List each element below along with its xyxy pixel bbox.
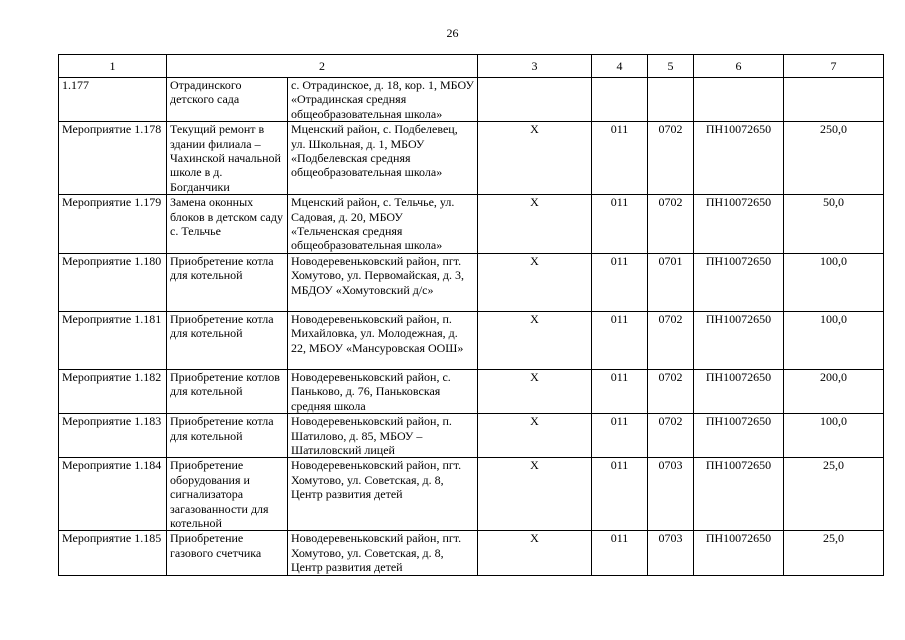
section-code-cell: 0702	[648, 369, 694, 413]
target-code-cell: ПН10072650	[694, 369, 784, 413]
measure-name-cell: Приобретение газового счетчика	[167, 531, 288, 575]
table-body	[59, 78, 884, 576]
measure-name-cell: Приобретение котла для котельной	[167, 253, 288, 311]
measure-id-cell: 1.177	[59, 78, 167, 122]
measure-name-cell: Замена оконных блоков в детском саду с. Тельчье	[167, 195, 288, 254]
address-cell: Новодеревеньковский район, с. Паньково, д. 76, Паньковская средняя школа	[288, 369, 478, 413]
page-number: 26	[446, 26, 459, 40]
amount-cell: 100,0	[784, 253, 884, 311]
measure-id-cell: Мероприятие 1.179	[59, 195, 167, 254]
section-code-cell: 0703	[648, 531, 694, 575]
measure-id-cell: Мероприятие 1.184	[59, 458, 167, 531]
code-011-cell: 011	[592, 253, 648, 311]
measure-name-cell: Приобретение оборудования и сигнализатора загазованности для котельной	[167, 458, 288, 531]
measures-table	[58, 54, 884, 576]
amount-cell	[784, 78, 884, 122]
code-x-cell: Х	[478, 458, 592, 531]
code-011-cell: 011	[592, 122, 648, 195]
measure-id-cell: Мероприятие 1.181	[59, 311, 167, 369]
address-cell: Мценский район, с. Тельчье, ул. Садовая, д. 20, МБОУ «Тельченская средняя общеобразовательная школа»	[288, 195, 478, 254]
table-row	[59, 369, 884, 413]
code-011-cell	[592, 78, 648, 122]
column-header: 1	[59, 55, 167, 78]
column-header: 5	[648, 55, 694, 78]
code-x-cell: Х	[478, 195, 592, 254]
amount-cell: 25,0	[784, 458, 884, 531]
section-code-cell	[648, 78, 694, 122]
code-011-cell: 011	[592, 195, 648, 254]
amount-cell: 100,0	[784, 414, 884, 458]
code-x-cell: Х	[478, 122, 592, 195]
address-cell: Новодеревеньковский район, пгт. Хомутово, ул. Советская, д. 8, Центр развития детей	[288, 458, 478, 531]
measure-id-cell: Мероприятие 1.185	[59, 531, 167, 575]
code-x-cell: Х	[478, 311, 592, 369]
address-cell: Мценский район, с. Подбелевец, ул. Школьная, д. 1, МБОУ «Подбелевская средняя общеобразовательная школа»	[288, 122, 478, 195]
target-code-cell: ПН10072650	[694, 531, 784, 575]
measure-id-cell: Мероприятие 1.183	[59, 414, 167, 458]
code-x-cell: Х	[478, 369, 592, 413]
address-cell: с. Отрадинское, д. 18, кор. 1, МБОУ «Отрадинская средняя общеобразовательная школа»	[288, 78, 478, 122]
column-header: 6	[694, 55, 784, 78]
table-row	[59, 311, 884, 369]
measure-id-cell: Мероприятие 1.182	[59, 369, 167, 413]
section-code-cell: 0702	[648, 195, 694, 254]
code-011-cell: 011	[592, 458, 648, 531]
amount-cell: 25,0	[784, 531, 884, 575]
section-code-cell: 0701	[648, 253, 694, 311]
amount-cell: 250,0	[784, 122, 884, 195]
table-row	[59, 122, 884, 195]
measure-id-cell: Мероприятие 1.180	[59, 253, 167, 311]
address-cell: Новодеревеньковский район, пгт. Хомутово, ул. Первомайская, д. 3, МБДОУ «Хомутовский д/с»	[288, 253, 478, 311]
target-code-cell: ПН10072650	[694, 122, 784, 195]
table-row	[59, 195, 884, 254]
table-row	[59, 253, 884, 311]
code-x-cell	[478, 78, 592, 122]
section-code-cell: 0703	[648, 458, 694, 531]
table-row	[59, 78, 884, 122]
section-code-cell: 0702	[648, 122, 694, 195]
column-header: 2	[167, 55, 478, 78]
target-code-cell: ПН10072650	[694, 195, 784, 254]
target-code-cell: ПН10072650	[694, 414, 784, 458]
measure-name-cell: Приобретение котла для котельной	[167, 414, 288, 458]
target-code-cell: ПН10072650	[694, 458, 784, 531]
table-row	[59, 458, 884, 531]
code-011-cell: 011	[592, 531, 648, 575]
address-cell: Новодеревеньковский район, п. Михайловка, ул. Молодежная, д. 22, МБОУ «Мансуровская ООШ»	[288, 311, 478, 369]
measure-name-cell: Текущий ремонт в здании филиала – Чахинской начальной школе в д. Богданчики	[167, 122, 288, 195]
table-row	[59, 414, 884, 458]
column-header: 7	[784, 55, 884, 78]
amount-cell: 100,0	[784, 311, 884, 369]
table-row	[59, 531, 884, 575]
amount-cell: 50,0	[784, 195, 884, 254]
header-row	[59, 55, 884, 78]
section-code-cell: 0702	[648, 414, 694, 458]
target-code-cell: ПН10072650	[694, 311, 784, 369]
code-x-cell: Х	[478, 414, 592, 458]
code-011-cell: 011	[592, 369, 648, 413]
target-code-cell	[694, 78, 784, 122]
column-header: 3	[478, 55, 592, 78]
address-cell: Новодеревеньковский район, п. Шатилово, д. 85, МБОУ – Шатиловский лицей	[288, 414, 478, 458]
measure-name-cell: Приобретение котлов для котельной	[167, 369, 288, 413]
address-cell: Новодеревеньковский район, пгт. Хомутово, ул. Советская, д. 8, Центр развития детей	[288, 531, 478, 575]
section-code-cell: 0702	[648, 311, 694, 369]
measure-name-cell: Приобретение котла для котельной	[167, 311, 288, 369]
code-011-cell: 011	[592, 414, 648, 458]
column-header: 4	[592, 55, 648, 78]
code-x-cell: Х	[478, 531, 592, 575]
target-code-cell: ПН10072650	[694, 253, 784, 311]
measure-id-cell: Мероприятие 1.178	[59, 122, 167, 195]
code-x-cell: Х	[478, 253, 592, 311]
amount-cell: 200,0	[784, 369, 884, 413]
measure-name-cell: Отрадинского детского сада	[167, 78, 288, 122]
code-011-cell: 011	[592, 311, 648, 369]
